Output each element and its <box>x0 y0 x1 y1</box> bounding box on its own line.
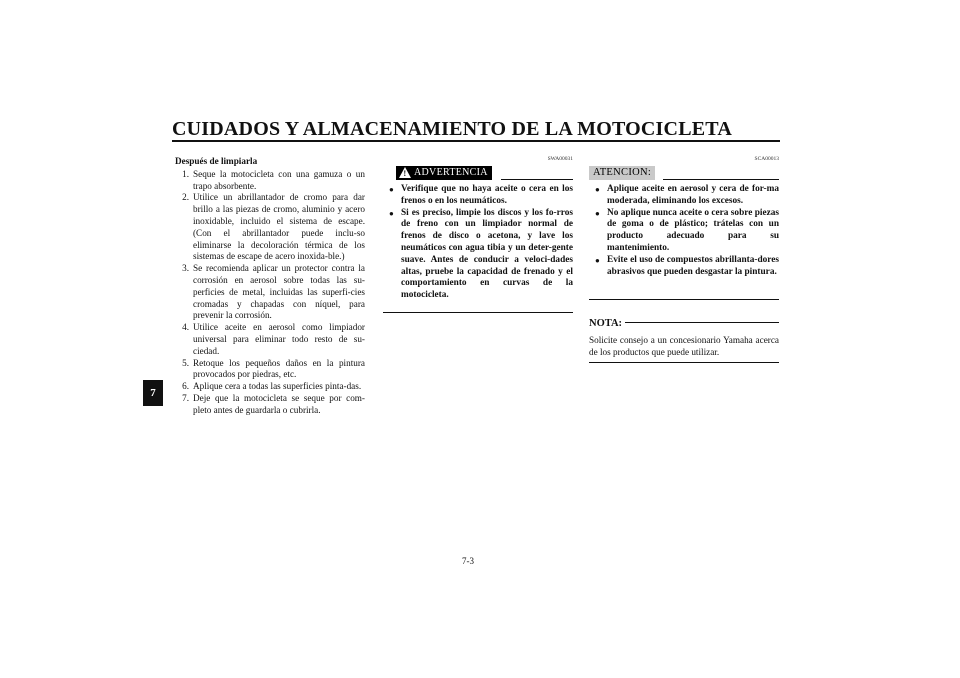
bullet-icon: ● <box>595 255 600 265</box>
warning-label-row <box>383 166 573 182</box>
step-number: 1. <box>182 168 189 179</box>
step-number: 7. <box>182 392 189 403</box>
list-item <box>595 255 779 279</box>
step-number: 4. <box>182 322 189 333</box>
step-number: 3. <box>182 263 189 274</box>
warning-label: ! ADVERTENCIA <box>396 166 492 180</box>
list-item <box>175 322 365 357</box>
caution-end-rule <box>589 299 779 300</box>
bullet-text: Aplique aceite en aerosol y cera de for-ma moderada, eliminando los excesos. <box>607 184 779 206</box>
bullet-text: Evite el uso de compuestos abrillanta-dores abrasivos que pueden desgastar la pintura. <box>607 254 779 277</box>
caution-label-row <box>589 166 779 182</box>
bullet-icon: ● <box>595 185 600 194</box>
step-number: 2. <box>182 192 189 203</box>
warning-label-rule <box>501 179 573 180</box>
section-heading: Después de limpiarla <box>175 156 258 166</box>
chapter-tab: 7 <box>143 380 163 406</box>
note-text: Solicite consejo a un concesionario Yamaha acerca de los productos que puede utilizar. <box>589 335 779 357</box>
caution-box <box>589 156 779 302</box>
list-item <box>175 393 365 417</box>
note-box <box>589 313 779 363</box>
bullet-icon: ● <box>389 185 394 194</box>
header-rule <box>172 140 780 142</box>
step-number: 5. <box>182 357 189 368</box>
list-item <box>175 358 365 382</box>
step-text: Utilice aceite en aerosol como limpiador universal para eliminar todo resto de su-ciedad. <box>193 322 365 356</box>
step-text: Deje que la motocicleta se seque por com-pleto antes de guardarla o cubrirla. <box>193 392 365 415</box>
list-item <box>175 169 365 193</box>
caution-label: ATENCION: <box>589 166 655 180</box>
step-text: Seque la motocicleta con una gamuza o un trapo absorbente. <box>193 168 365 191</box>
list-item <box>175 192 365 263</box>
note-label: NOTA: <box>589 318 623 329</box>
note-end-rule <box>589 362 779 363</box>
bullet-text: Verifique que no haya aceite o cera en los frenos o en los neumáticos. <box>401 184 573 206</box>
step-text: Se recomienda aplicar un protector contra la corrosión en aerosol sobre todas las su-perficies de metal, incluidas las superfi-cies cromadas y chapadas con níquel, para prevenir la corrosión. <box>193 263 365 321</box>
step-number: 6. <box>182 381 189 392</box>
list-item <box>595 208 779 255</box>
list-item <box>389 184 573 208</box>
caution-list <box>595 184 779 278</box>
warning-list <box>389 184 573 302</box>
steps-list <box>175 169 365 417</box>
step-text: Retoque los pequeños daños en la pintura provocados por piedras, etc. <box>193 357 365 380</box>
list-item <box>175 263 365 322</box>
bullet-icon: ● <box>595 208 600 218</box>
bullet-icon: ● <box>389 208 394 218</box>
bullet-text: No aplique nunca aceite o cera sobre piezas de goma o de plástico; trátelas con un producto adecuado para su mantenimiento. <box>607 207 779 253</box>
warning-box <box>383 156 573 316</box>
note-label-rule <box>625 322 779 323</box>
page-header-title: CUIDADOS Y ALMACENAMIENTO DE LA MOTOCICLETA <box>172 118 732 140</box>
warning-label-text: ADVERTENCIA <box>414 167 488 178</box>
step-text: Aplique cera a todas las superficies pinta-das. <box>193 381 362 392</box>
after-cleaning-section <box>175 156 365 417</box>
list-item <box>175 381 365 393</box>
warning-end-rule <box>383 312 573 313</box>
page-number: 7-3 <box>462 556 474 566</box>
list-item <box>595 184 779 208</box>
bullet-text: Si es preciso, limpie los discos y los fo-rros de freno con un limpiador normal de frenos de disco o acetona, y lave los neumáticos con agua tibia y un deter-gente suave. Antes de conducir a veloci-dades altas, pruebe la capacidad de frenado y el comportamiento en curvas de la motocicleta. <box>401 207 573 301</box>
step-text: Utilice un abrillantador de cromo para dar brillo a las piezas de cromo, aluminio y acero inoxidable, incluido el sistema de escape. (Con el abrillantador puede inclu-so eliminarse la decoloración térmica de los sistemas de escape de acero inoxida-ble.) <box>193 192 365 262</box>
caution-label-rule <box>663 179 779 180</box>
list-item <box>389 208 573 302</box>
warning-code: SWA00031 <box>547 156 573 162</box>
caution-code: SCA00013 <box>754 156 779 162</box>
